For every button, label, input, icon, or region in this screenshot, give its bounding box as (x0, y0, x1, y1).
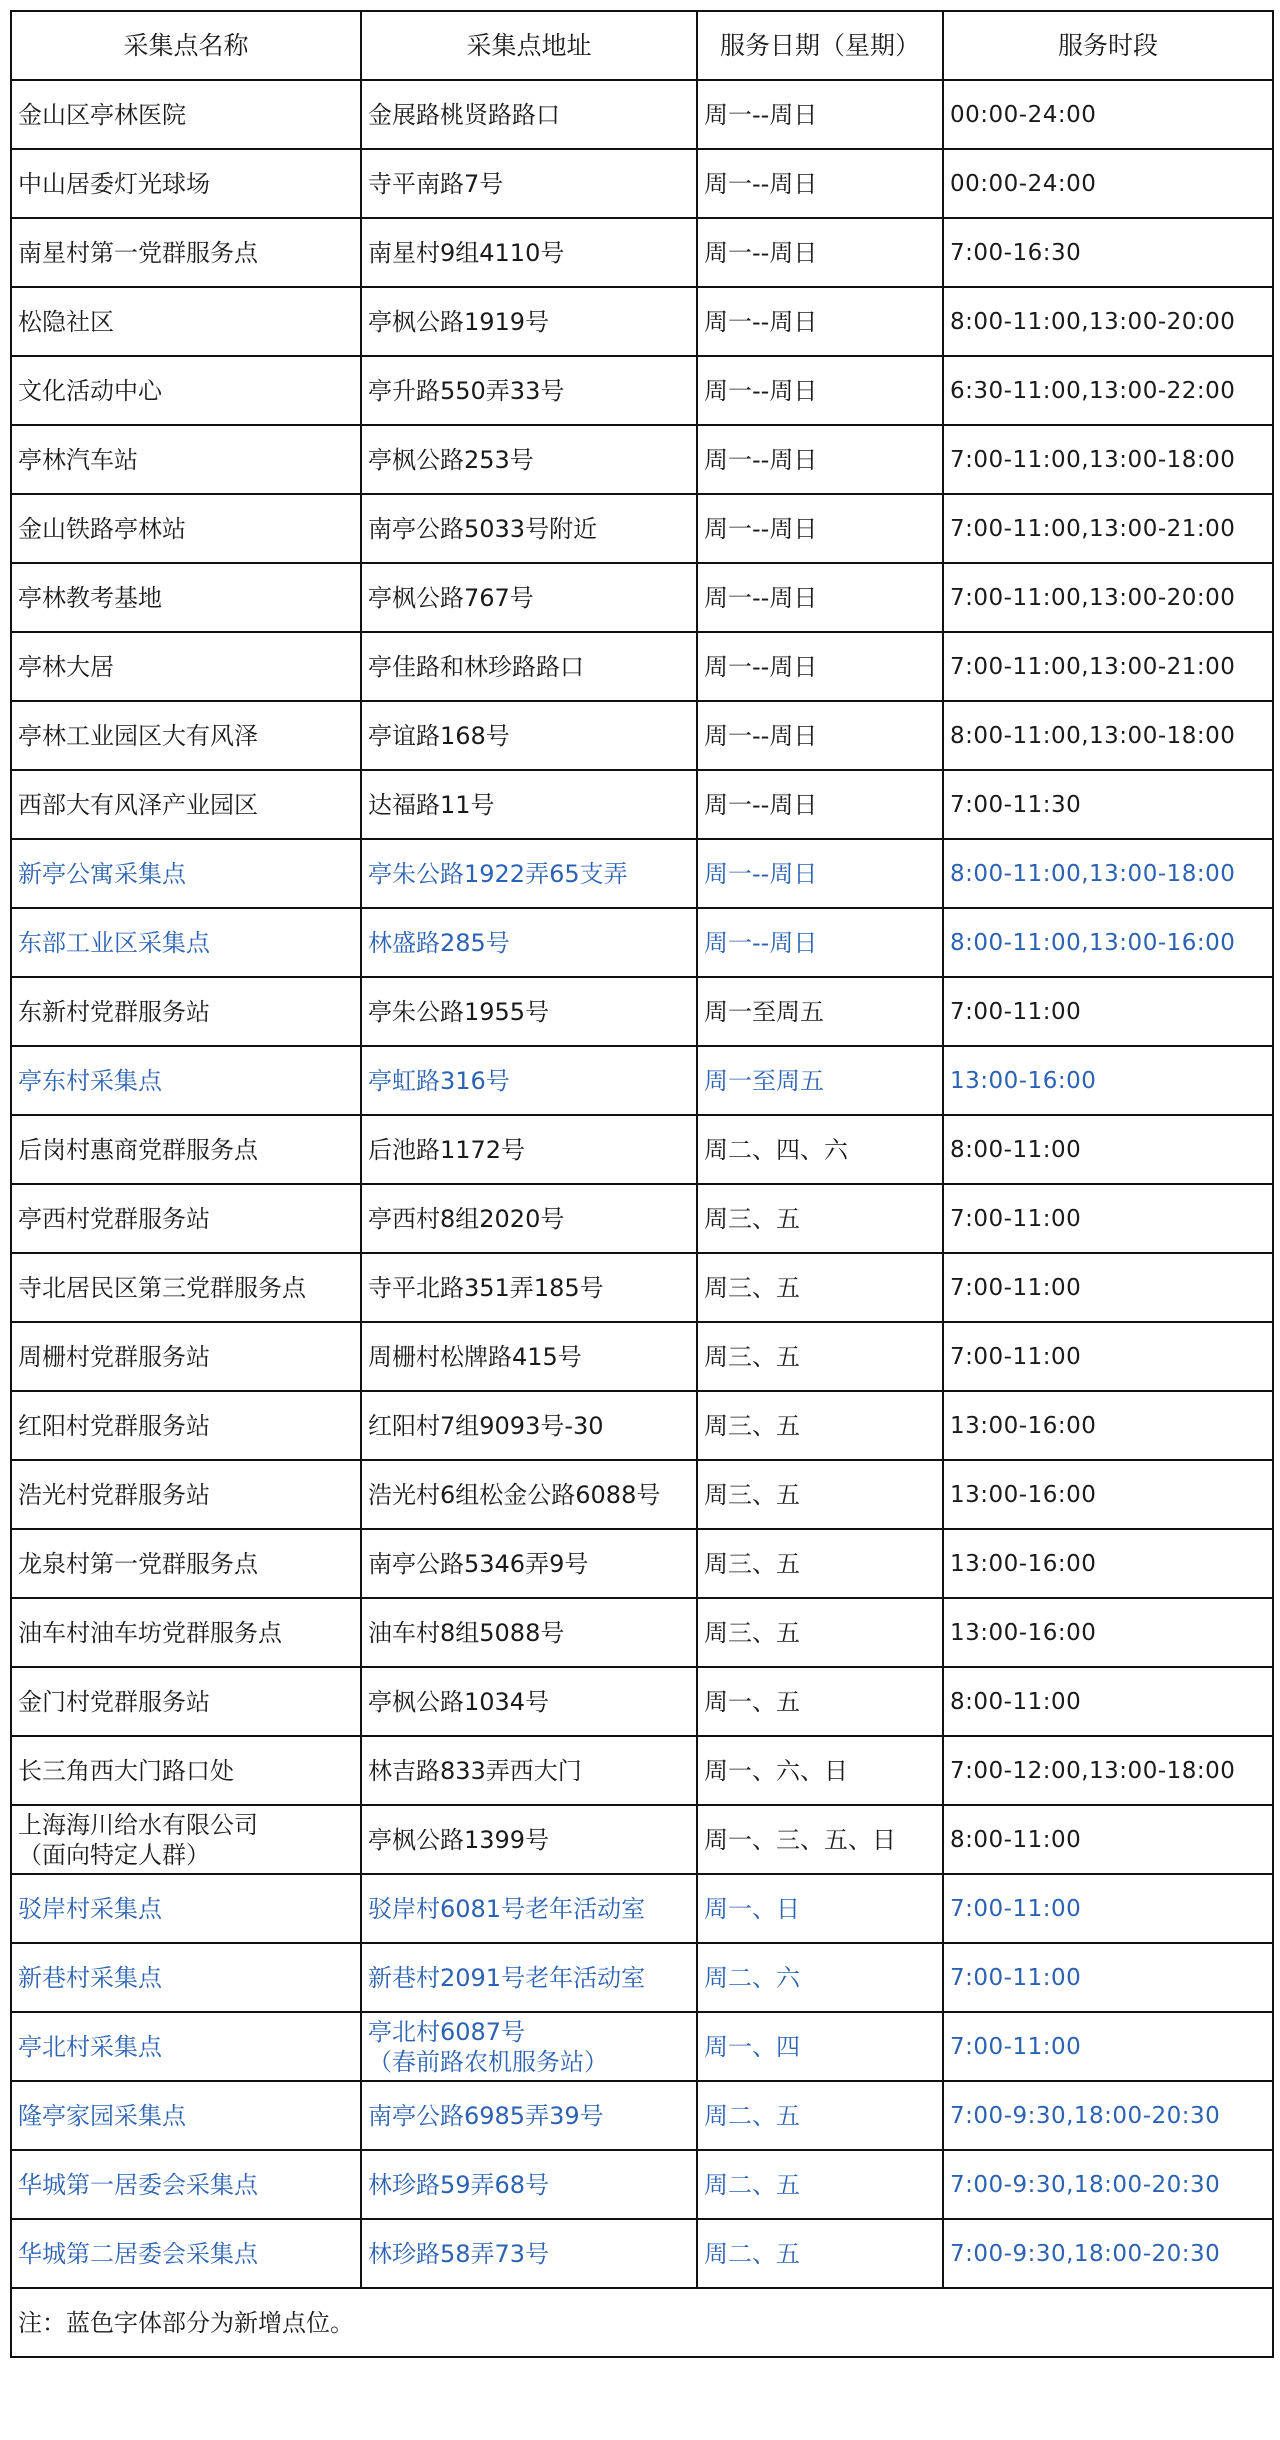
table-row (11, 1253, 1273, 1322)
site-hours: 7:00-9:30,18:00-20:30 (943, 2081, 1273, 2150)
site-name: 亭林汽车站 (11, 425, 361, 494)
site-address: 亭朱公路1922弄65支弄 (361, 839, 697, 908)
site-name: 亭北村采集点 (11, 2012, 361, 2081)
site-days: 周一、五 (697, 1667, 943, 1736)
site-hours: 8:00-11:00,13:00-18:00 (943, 839, 1273, 908)
site-name: 金山铁路亭林站 (11, 494, 361, 563)
site-name: 东部工业区采集点 (11, 908, 361, 977)
site-days: 周二、五 (697, 2219, 943, 2288)
site-hours: 7:00-9:30,18:00-20:30 (943, 2150, 1273, 2219)
site-hours: 7:00-11:30 (943, 770, 1273, 839)
table-row (11, 1460, 1273, 1529)
table-row-new-site (11, 908, 1273, 977)
site-name: 周栅村党群服务站 (11, 1322, 361, 1391)
site-days: 周三、五 (697, 1253, 943, 1322)
site-days: 周一、日 (697, 1874, 943, 1943)
site-days: 周三、五 (697, 1391, 943, 1460)
table-row-new-site (11, 1943, 1273, 2012)
site-address: 浩光村6组松金公路6088号 (361, 1460, 697, 1529)
site-days: 周一--周日 (697, 494, 943, 563)
site-name: 亭西村党群服务站 (11, 1184, 361, 1253)
site-address: 达福路11号 (361, 770, 697, 839)
site-name-line1: 上海海川给水有限公司 (18, 1810, 258, 1839)
site-address: 寺平南路7号 (361, 149, 697, 218)
site-days: 周二、五 (697, 2150, 943, 2219)
table-row (11, 1805, 1273, 1874)
site-days: 周三、五 (697, 1598, 943, 1667)
table-row (11, 1736, 1273, 1805)
table-row (11, 977, 1273, 1046)
table-row-new-site (11, 839, 1273, 908)
site-name: 长三角西大门路口处 (11, 1736, 361, 1805)
site-days: 周一、三、五、日 (697, 1805, 943, 1874)
site-hours: 7:00-11:00 (943, 2012, 1273, 2081)
site-address: 亭枫公路1034号 (361, 1667, 697, 1736)
site-name: 华城第一居委会采集点 (11, 2150, 361, 2219)
site-hours: 13:00-16:00 (943, 1391, 1273, 1460)
table-row (11, 494, 1273, 563)
site-name: 驳岸村采集点 (11, 1874, 361, 1943)
site-name: 亭东村采集点 (11, 1046, 361, 1115)
site-address: 亭枫公路1399号 (361, 1805, 697, 1874)
site-hours: 7:00-12:00,13:00-18:00 (943, 1736, 1273, 1805)
site-name: 西部大有风泽产业园区 (11, 770, 361, 839)
site-hours: 7:00-11:00 (943, 1874, 1273, 1943)
table-row (11, 563, 1273, 632)
site-hours: 8:00-11:00 (943, 1805, 1273, 1874)
site-days: 周一--周日 (697, 701, 943, 770)
site-days: 周一--周日 (697, 287, 943, 356)
site-hours: 7:00-11:00,13:00-21:00 (943, 494, 1273, 563)
site-hours: 6:30-11:00,13:00-22:00 (943, 356, 1273, 425)
header-site-address: 采集点地址 (361, 11, 697, 80)
site-name: 文化活动中心 (11, 356, 361, 425)
site-days: 周一--周日 (697, 425, 943, 494)
site-address: 周栅村松牌路415号 (361, 1322, 697, 1391)
site-days: 周一--周日 (697, 80, 943, 149)
site-address: 林吉路833弄西大门 (361, 1736, 697, 1805)
site-hours: 7:00-11:00 (943, 1253, 1273, 1322)
table-row (11, 1667, 1273, 1736)
site-hours: 8:00-11:00,13:00-20:00 (943, 287, 1273, 356)
table-header-row (11, 11, 1273, 80)
site-address: 南亭公路6985弄39号 (361, 2081, 697, 2150)
site-days: 周一--周日 (697, 908, 943, 977)
site-days: 周二、五 (697, 2081, 943, 2150)
site-name: 东新村党群服务站 (11, 977, 361, 1046)
site-address: 亭佳路和林珍路路口 (361, 632, 697, 701)
site-address: 亭枫公路253号 (361, 425, 697, 494)
table-row-new-site (11, 2219, 1273, 2288)
table-row-new-site (11, 2081, 1273, 2150)
site-hours: 13:00-16:00 (943, 1598, 1273, 1667)
table-row-new-site (11, 1046, 1273, 1115)
table-row (11, 1391, 1273, 1460)
table-row (11, 356, 1273, 425)
site-name: 后岗村惠商党群服务点 (11, 1115, 361, 1184)
site-address-line1: 亭北村6087号 (368, 2017, 526, 2046)
site-hours: 7:00-11:00 (943, 1184, 1273, 1253)
site-hours: 7:00-11:00 (943, 977, 1273, 1046)
site-days: 周一至周五 (697, 1046, 943, 1115)
site-days: 周一--周日 (697, 563, 943, 632)
site-address: 红阳村7组9093号-30 (361, 1391, 697, 1460)
site-hours: 8:00-11:00,13:00-18:00 (943, 701, 1273, 770)
site-address: 亭谊路168号 (361, 701, 697, 770)
site-hours: 7:00-16:30 (943, 218, 1273, 287)
site-name: 南星村第一党群服务点 (11, 218, 361, 287)
site-name-line2: （面向特定人群） (18, 1840, 210, 1869)
site-name: 金门村党群服务站 (11, 1667, 361, 1736)
site-days: 周二、六 (697, 1943, 943, 2012)
site-days: 周一--周日 (697, 218, 943, 287)
site-days: 周二、四、六 (697, 1115, 943, 1184)
site-address: 金展路桃贤路路口 (361, 80, 697, 149)
site-address: 南亭公路5346弄9号 (361, 1529, 697, 1598)
site-name: 新亭公寓采集点 (11, 839, 361, 908)
header-service-hours: 服务时段 (943, 11, 1273, 80)
site-name: 浩光村党群服务站 (11, 1460, 361, 1529)
site-address: 林珍路59弄68号 (361, 2150, 697, 2219)
site-days: 周一至周五 (697, 977, 943, 1046)
site-days: 周一--周日 (697, 149, 943, 218)
site-name: 红阳村党群服务站 (11, 1391, 361, 1460)
site-name: 新巷村采集点 (11, 1943, 361, 2012)
site-address (361, 2012, 697, 2081)
site-address: 油车村8组5088号 (361, 1598, 697, 1667)
site-hours: 00:00-24:00 (943, 149, 1273, 218)
table-row-new-site (11, 2012, 1273, 2081)
header-site-name: 采集点名称 (11, 11, 361, 80)
site-days: 周一--周日 (697, 632, 943, 701)
site-hours: 13:00-16:00 (943, 1046, 1273, 1115)
site-hours: 00:00-24:00 (943, 80, 1273, 149)
table-row (11, 149, 1273, 218)
table-row (11, 1529, 1273, 1598)
table-row (11, 425, 1273, 494)
site-days: 周三、五 (697, 1460, 943, 1529)
site-hours: 8:00-11:00,13:00-16:00 (943, 908, 1273, 977)
table-row (11, 1115, 1273, 1184)
site-address: 新巷村2091号老年活动室 (361, 1943, 697, 2012)
site-days: 周一、六、日 (697, 1736, 943, 1805)
site-hours: 7:00-11:00,13:00-21:00 (943, 632, 1273, 701)
sampling-sites-sheet (10, 10, 1272, 2358)
table-row (11, 80, 1273, 149)
site-hours: 7:00-11:00 (943, 1943, 1273, 2012)
site-name: 龙泉村第一党群服务点 (11, 1529, 361, 1598)
site-hours: 7:00-9:30,18:00-20:30 (943, 2219, 1273, 2288)
table-row (11, 770, 1273, 839)
site-name (11, 1805, 361, 1874)
site-hours: 13:00-16:00 (943, 1460, 1273, 1529)
site-days: 周三、五 (697, 1184, 943, 1253)
site-hours: 13:00-16:00 (943, 1529, 1273, 1598)
site-name: 松隐社区 (11, 287, 361, 356)
site-name: 隆亭家园采集点 (11, 2081, 361, 2150)
table-row (11, 1184, 1273, 1253)
site-hours: 8:00-11:00 (943, 1667, 1273, 1736)
site-address: 后池路1172号 (361, 1115, 697, 1184)
table-row-new-site (11, 2150, 1273, 2219)
site-days: 周一--周日 (697, 770, 943, 839)
site-name: 油车村油车坊党群服务点 (11, 1598, 361, 1667)
table-row-new-site (11, 1874, 1273, 1943)
site-address-line2: （春前路农机服务站） (368, 2047, 608, 2076)
site-name: 亭林大居 (11, 632, 361, 701)
site-address: 亭升路550弄33号 (361, 356, 697, 425)
sampling-sites-table (10, 10, 1274, 2358)
site-days: 周三、五 (697, 1529, 943, 1598)
table-row (11, 1598, 1273, 1667)
site-address: 亭枫公路767号 (361, 563, 697, 632)
site-address: 亭朱公路1955号 (361, 977, 697, 1046)
site-name: 亭林工业园区大有风泽 (11, 701, 361, 770)
site-address: 林盛路285号 (361, 908, 697, 977)
table-note: 注：蓝色字体部分为新增点位。 (11, 2288, 1273, 2357)
site-name: 华城第二居委会采集点 (11, 2219, 361, 2288)
site-name: 亭林教考基地 (11, 563, 361, 632)
site-address: 亭虹路316号 (361, 1046, 697, 1115)
site-address: 亭枫公路1919号 (361, 287, 697, 356)
site-address: 林珍路58弄73号 (361, 2219, 697, 2288)
site-days: 周一--周日 (697, 356, 943, 425)
site-hours: 8:00-11:00 (943, 1115, 1273, 1184)
site-address: 驳岸村6081号老年活动室 (361, 1874, 697, 1943)
site-name: 金山区亭林医院 (11, 80, 361, 149)
site-hours: 7:00-11:00,13:00-18:00 (943, 425, 1273, 494)
header-service-days: 服务日期（星期） (697, 11, 943, 80)
site-hours: 7:00-11:00 (943, 1322, 1273, 1391)
site-address: 亭西村8组2020号 (361, 1184, 697, 1253)
site-days: 周一、四 (697, 2012, 943, 2081)
site-name: 寺北居民区第三党群服务点 (11, 1253, 361, 1322)
site-address: 南亭公路5033号附近 (361, 494, 697, 563)
site-name: 中山居委灯光球场 (11, 149, 361, 218)
table-row (11, 1322, 1273, 1391)
table-row (11, 632, 1273, 701)
site-days: 周三、五 (697, 1322, 943, 1391)
table-row (11, 218, 1273, 287)
site-address: 南星村9组4110号 (361, 218, 697, 287)
site-hours: 7:00-11:00,13:00-20:00 (943, 563, 1273, 632)
table-note-row (11, 2288, 1273, 2357)
site-days: 周一--周日 (697, 839, 943, 908)
table-row (11, 287, 1273, 356)
table-row (11, 701, 1273, 770)
site-address: 寺平北路351弄185号 (361, 1253, 697, 1322)
